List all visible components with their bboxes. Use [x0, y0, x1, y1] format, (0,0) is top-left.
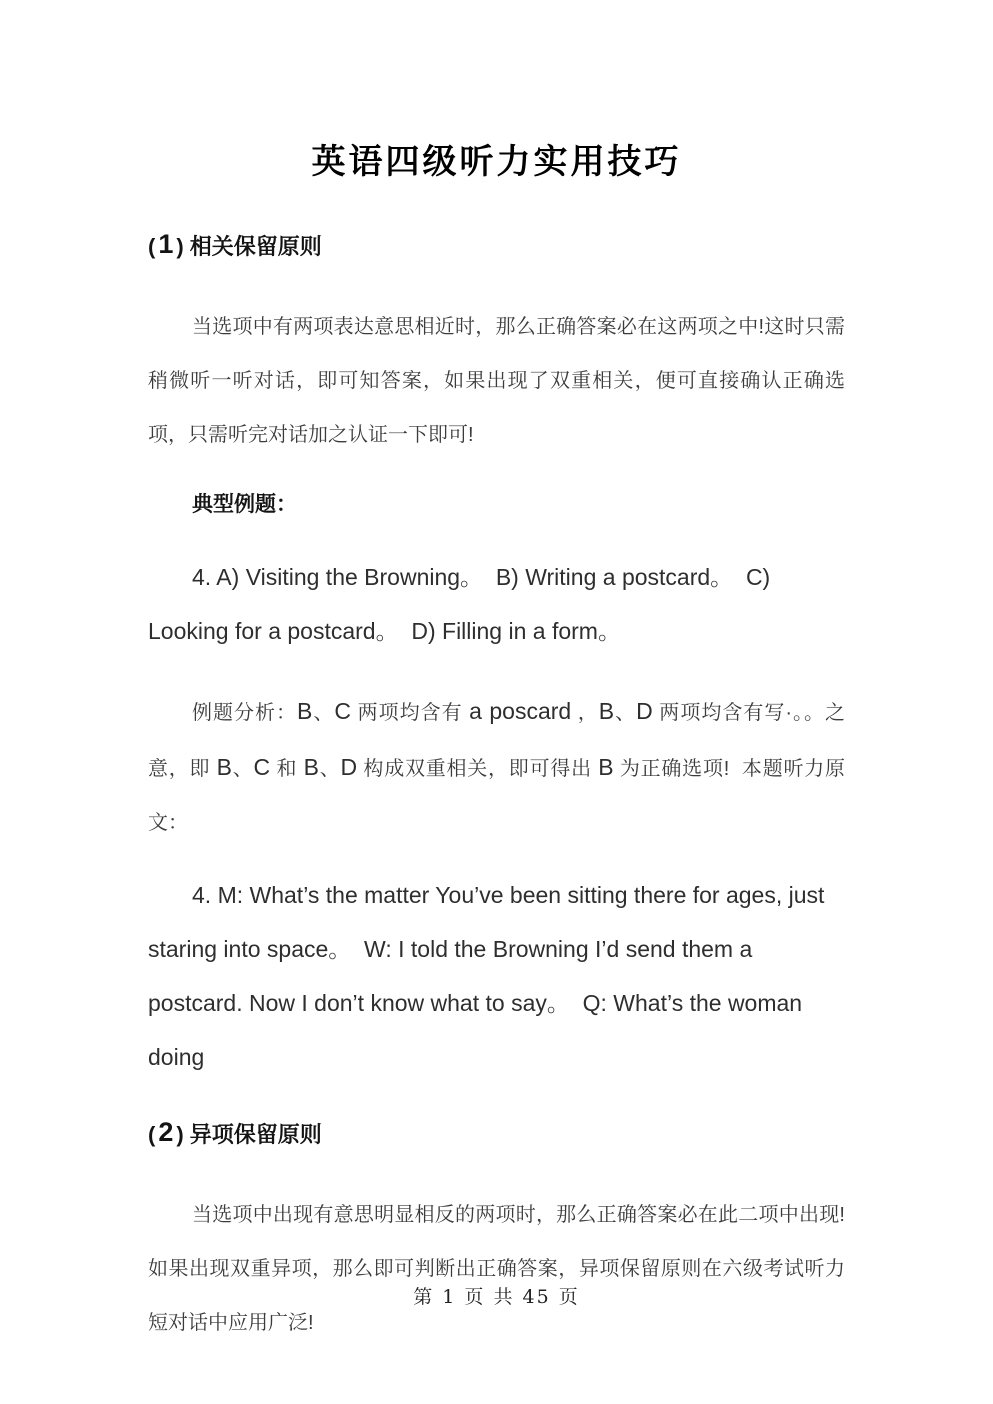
heading-close-paren: ) [176, 234, 184, 259]
page-footer: 第 1 页 共 45 页 [413, 1286, 580, 1308]
analysis-run: 、 [614, 702, 637, 724]
analysis-run: B [297, 698, 313, 724]
analysis-run: 和 [270, 758, 304, 780]
analysis-run: a poscard [469, 698, 572, 724]
analysis-run: B [598, 754, 614, 780]
page-title: 英语四级听力实用技巧 [311, 142, 682, 182]
section-1-heading [148, 229, 845, 262]
heading-label: 相关保留原则 [189, 234, 322, 259]
listening-script: 4. M: What’s the matter You’ve been sitting there for ages, just staring into space。 W: I told the Browning I’d send them a postcard. Now I don’t know what to say。 Q: What’s the woman doing [148, 882, 831, 1070]
analysis-run: 、 [231, 758, 254, 780]
answer-options-line: 4. A) Visiting the Browning。 B) Writing a postcard。 C) Looking for a postcard。 D) Filling in a form。 [148, 564, 777, 644]
analysis-run: C [253, 754, 271, 780]
analysis-run: 例题分析： [192, 702, 298, 724]
analysis-run: ， [571, 702, 599, 724]
heading-number: 1 [158, 229, 174, 259]
analysis-run: D [340, 754, 358, 780]
analysis-run: 两项均含有 [351, 702, 470, 724]
paragraph-correlation-principle: 当选项中有两项表达意思相近时，那么正确答案必在这两项之中!这时只需稍微听一听对话，即可知答案，如果出现了双重相关，便可直接确认正确选项，只需听完对话加之认证一下即可! [148, 316, 845, 446]
analysis-run: 为正确选项! 本题听力原文： [148, 758, 845, 834]
example-label: 典型例题： [192, 493, 297, 516]
paragraph-opposite-principle: 当选项中出现有意思明显相反的两项时，那么正确答案必在此二项中出现!如果出现双重异项，那么即可判断出正确答案，异项保留原则在六级考试听力短对话中应用广泛! [148, 1204, 845, 1334]
analysis-run: B [598, 698, 615, 724]
analysis-run: 两项均含有写·。。之意，即 [148, 702, 846, 780]
heading-number: 2 [158, 1117, 174, 1147]
analysis-run: 、 [312, 702, 335, 724]
heading-label: 异项保留原则 [189, 1122, 322, 1147]
document-content [148, 140, 845, 1350]
analysis-run: D [636, 698, 653, 724]
analysis-run: C [334, 698, 352, 724]
analysis-run: B [216, 754, 232, 780]
analysis-run: B [303, 754, 319, 780]
analysis-run: 构成双重相关，即可得出 [357, 758, 599, 780]
heading-open-paren: ( [148, 234, 156, 259]
heading-close-paren: ) [176, 1122, 184, 1147]
analysis-run: 、 [318, 758, 341, 780]
section-2-heading [148, 1117, 845, 1150]
analysis-paragraph [148, 684, 845, 850]
heading-open-paren: ( [148, 1122, 156, 1147]
